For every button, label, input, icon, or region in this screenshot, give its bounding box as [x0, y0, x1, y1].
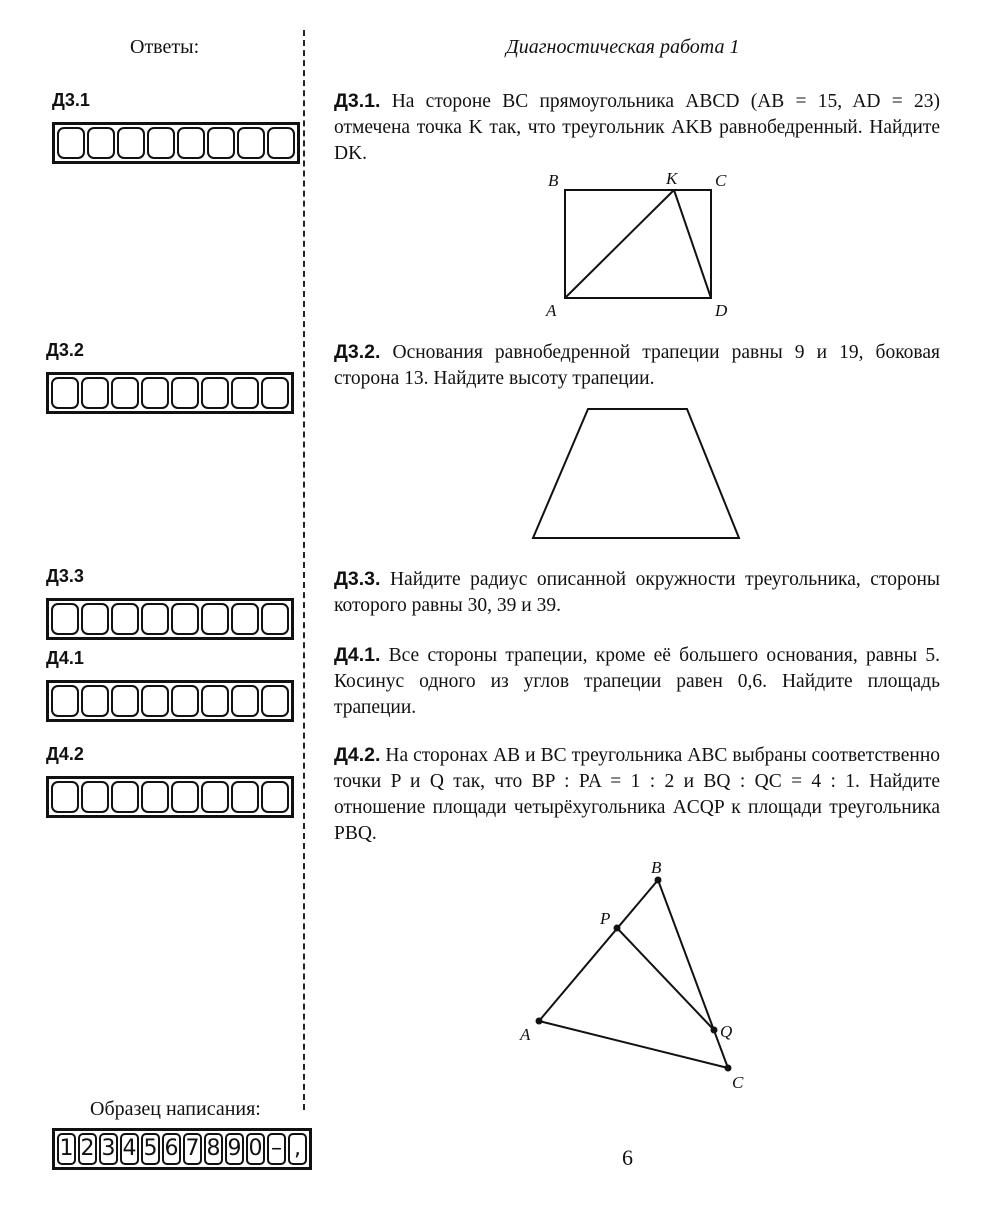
problem-number: Д3.3.	[334, 568, 381, 590]
sample-glyph: 8	[204, 1133, 223, 1165]
label-c: C	[732, 1073, 744, 1092]
point-c	[725, 1065, 732, 1072]
segment-bc	[658, 880, 728, 1068]
sample-glyph: 0	[246, 1133, 265, 1165]
problem-number: Д3.1.	[334, 90, 381, 112]
answer-label-d3-2: Д3.2	[46, 340, 84, 360]
label-k: K	[666, 169, 678, 188]
label-c: C	[715, 171, 727, 190]
answers-header: Ответы:	[130, 36, 200, 58]
label-a: A	[520, 1025, 531, 1044]
label-q: Q	[720, 1022, 733, 1041]
label-b: B	[548, 171, 559, 190]
sample-label: Образец написания:	[90, 1098, 261, 1120]
problem-number: Д4.1.	[334, 644, 381, 666]
label-b: B	[651, 858, 662, 877]
point-p	[614, 925, 621, 932]
problem-text: На стороне BC прямоугольника ABCD (AB = 15, AD = 23) отмечена точка K так, что треугольник AKB равнобедренный. Найдите DK.	[334, 91, 941, 164]
answer-label-d3-1: Д3.1	[52, 90, 90, 110]
sample-glyph: 3	[99, 1133, 118, 1165]
sample-glyph: –	[267, 1133, 286, 1165]
segment-pq	[617, 928, 714, 1030]
sample-glyph: 9	[225, 1133, 244, 1165]
sample-glyph: 2	[78, 1133, 97, 1165]
label-d: D	[715, 301, 728, 320]
sample-glyph: 1	[57, 1133, 76, 1165]
page-number: 6	[622, 1145, 633, 1170]
segment-ab	[539, 880, 658, 1021]
sample-glyph: 7	[183, 1133, 202, 1165]
sample-glyph: 4	[120, 1133, 139, 1165]
problem-text: Основания равнобедренной трапеции равны 9 и 19, боковая сторона 13. Найдите высоту трапеции.	[334, 342, 941, 389]
sample-glyph: 5	[141, 1133, 160, 1165]
problem-number: Д3.2.	[334, 341, 381, 363]
answer-label-d4-2: Д4.2	[46, 744, 84, 764]
sample-box	[52, 1128, 312, 1170]
point-a	[536, 1018, 543, 1025]
problem-text: Все стороны трапеции, кроме её большего основания, равны 5. Косинус одного из углов трапеции равен 0,6. Найдите площадь трапеции.	[334, 645, 940, 718]
answer-label-d3-3: Д3.3	[46, 566, 84, 586]
point-b	[655, 877, 662, 884]
sample-glyph: 6	[162, 1133, 181, 1165]
problem-text: Найдите радиус описанной окружности треугольника, стороны которого равны 30, 39 и 39.	[334, 569, 940, 616]
work-title: Диагностическая работа 1	[506, 36, 740, 58]
sample-glyph: ,	[288, 1133, 307, 1165]
answer-label-d4-1: Д4.1	[46, 648, 84, 668]
segment-ac	[539, 1021, 728, 1068]
label-p: P	[600, 909, 611, 928]
problem-number: Д4.2.	[334, 744, 381, 766]
label-a: A	[546, 301, 557, 320]
point-q	[711, 1027, 718, 1034]
problem-text: На сторонах AB и BC треугольника ABC выбраны соответственно точки P и Q так, что BP : PA = 1 : 2 и BQ : QC = 4 : 1. Найдите отношение площади четырёхугольника ACQP к площади треугольника PBQ.	[334, 745, 941, 844]
